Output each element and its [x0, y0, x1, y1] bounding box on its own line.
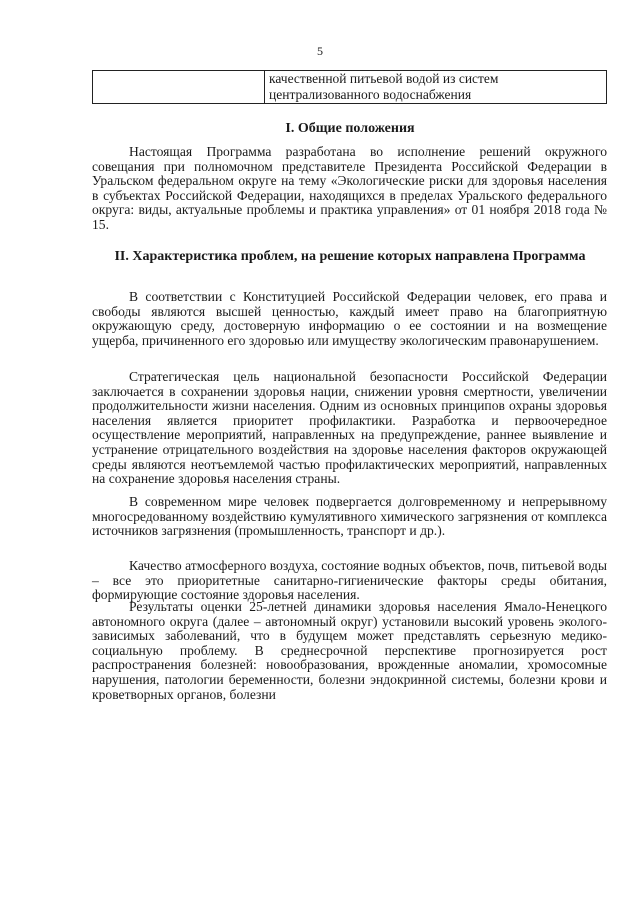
paragraph-strategic-goal: Стратегическая цель национальной безопасности Российской Федерации заключается в сохранении здоровья нации, снижении уровня смертности, увеличении продолжительности жизни населения. Одним из основных принципов охраны здоровья населения является приоритет профилактики. Разработка и первоочередное осуществление мероприятий, направленных на предупреждение, раннее выявление и устранение отрицательного воздействия на здоровье населения факторов окружающей среды являются неотъемлемой частью профилактических мероприятий, направленных на сохранение здоровья населения страны.	[92, 369, 607, 487]
table-cell-text: качественной питьевой водой из систем централизованного водоснабжения	[265, 71, 607, 104]
paragraph-assessment-results: Результаты оценки 25-летней динамики здоровья населения Ямало-Ненецкого автономного округа (далее – автономный округ) установили высокий уровень эколого-зависимых заболеваний, что в будущем может представлять серьезную медико-социальную проблему. В среднесрочной перспективе прогнозируется рост распространения болезней: новообразования, врожденные аномалии, хромосомные нарушения, патологии беременности, болезни эндокринной системы, болезни крови и кроветворных органов, болезни	[92, 599, 607, 702]
section-heading-problems: II. Характеристика проблем, на решение которых направлена Программа	[114, 249, 586, 264]
paragraph-modern-world: В современном мире человек подвергается долговременному и непрерывному многосредованному воздействию кумулятивного химического загрязнения от комплекса источников загрязнения (промышленность, транспорт и др.).	[92, 494, 607, 539]
paragraph-constitution: В соответствии с Конституцией Российской Федерации человек, его права и свободы являются высшей ценностью, каждый имеет право на благоприятную окружающую среду, достоверную информацию о ее состоянии и на возмещение ущерба, причиненного его здоровью или имуществу экологическим правонарушением.	[92, 289, 607, 348]
table-row	[93, 71, 607, 104]
paragraph-environment-quality: Качество атмосферного воздуха, состояние водных объектов, почв, питьевой воды – все это приоритетные санитарно-гигиенические факторы среды обитания, формирующие состояние здоровья населения.	[92, 558, 607, 603]
table-fragment	[92, 70, 607, 104]
section-heading-general: I. Общие положения	[285, 121, 415, 136]
table-cell-empty	[93, 71, 265, 104]
page-number: 5	[317, 44, 323, 58]
paragraph-general-provisions: Настоящая Программа разработана во исполнение решений окружного совещания при полномочном представителе Президента Российской Федерации в Уральском федеральном округе на тему «Экологические риски для здоровья населения в субъектах Российской Федерации, находящихся в пределах Уральского федерального округа: виды, актуальные проблемы и практика управления» от 01 ноября 2018 года № 15.	[92, 144, 607, 232]
